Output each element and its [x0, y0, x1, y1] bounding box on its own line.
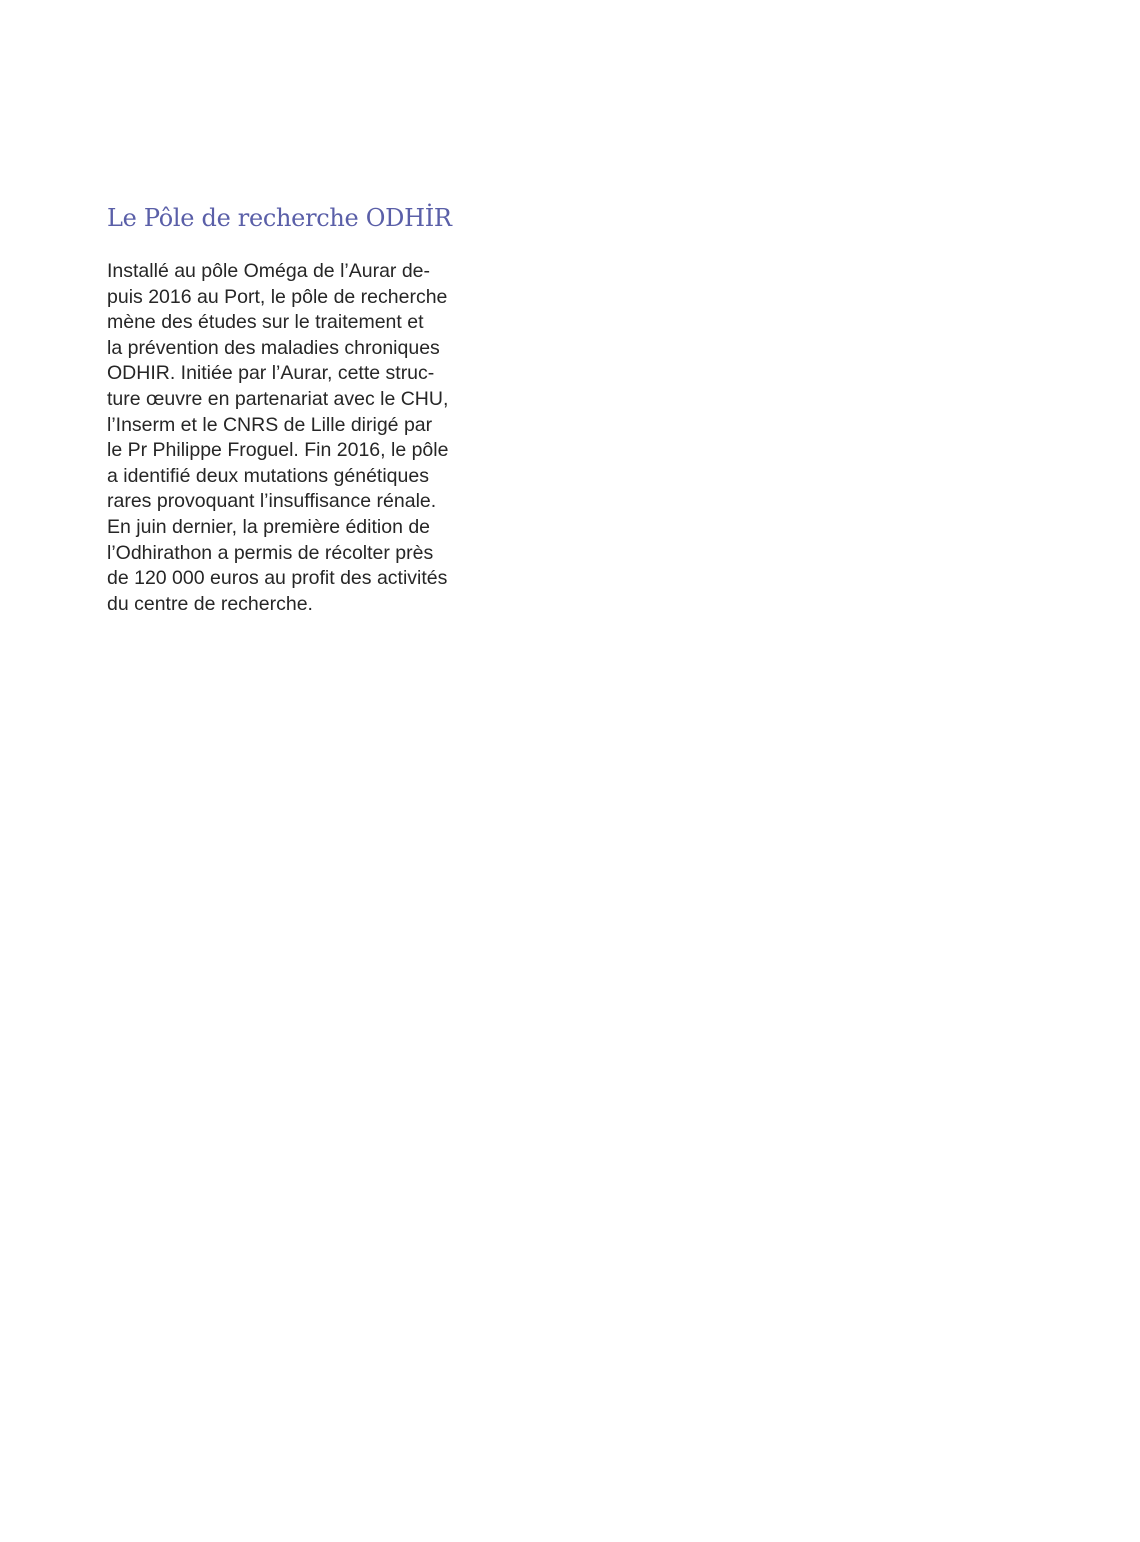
- body-line: le Pr Philippe Froguel. Fin 2016, le pôle: [107, 439, 449, 462]
- body-line: rares provoquant l’insuffisance rénale.: [107, 490, 437, 513]
- body-line: ODHIR. Initiée par l’Aurar, cette struc-: [107, 362, 435, 385]
- body-line: a identifié deux mutations génétiques: [107, 464, 429, 487]
- body-line: puis 2016 au Port, le pôle de recherche: [107, 285, 448, 308]
- body-line: l’Inserm et le CNRS de Lille dirigé par: [107, 413, 433, 436]
- body-line: la prévention des maladies chroniques: [107, 336, 440, 359]
- body-line: ture œuvre en partenariat avec le CHU,: [107, 387, 449, 410]
- body-line: mène des études sur le traitement et: [107, 311, 424, 334]
- body-line: En juin dernier, la première édition de: [107, 515, 431, 538]
- article-body: [107, 259, 487, 617]
- article-title: Le Pôle de recherche ODHİR: [107, 204, 452, 232]
- body-line: l’Odhirathon a permis de récolter près: [107, 541, 434, 564]
- body-line: du centre de recherche.: [107, 592, 313, 615]
- body-line: Installé au pôle Oméga de l’Aurar de-: [107, 260, 431, 282]
- body-line: de 120 000 euros au profit des activités: [107, 567, 448, 590]
